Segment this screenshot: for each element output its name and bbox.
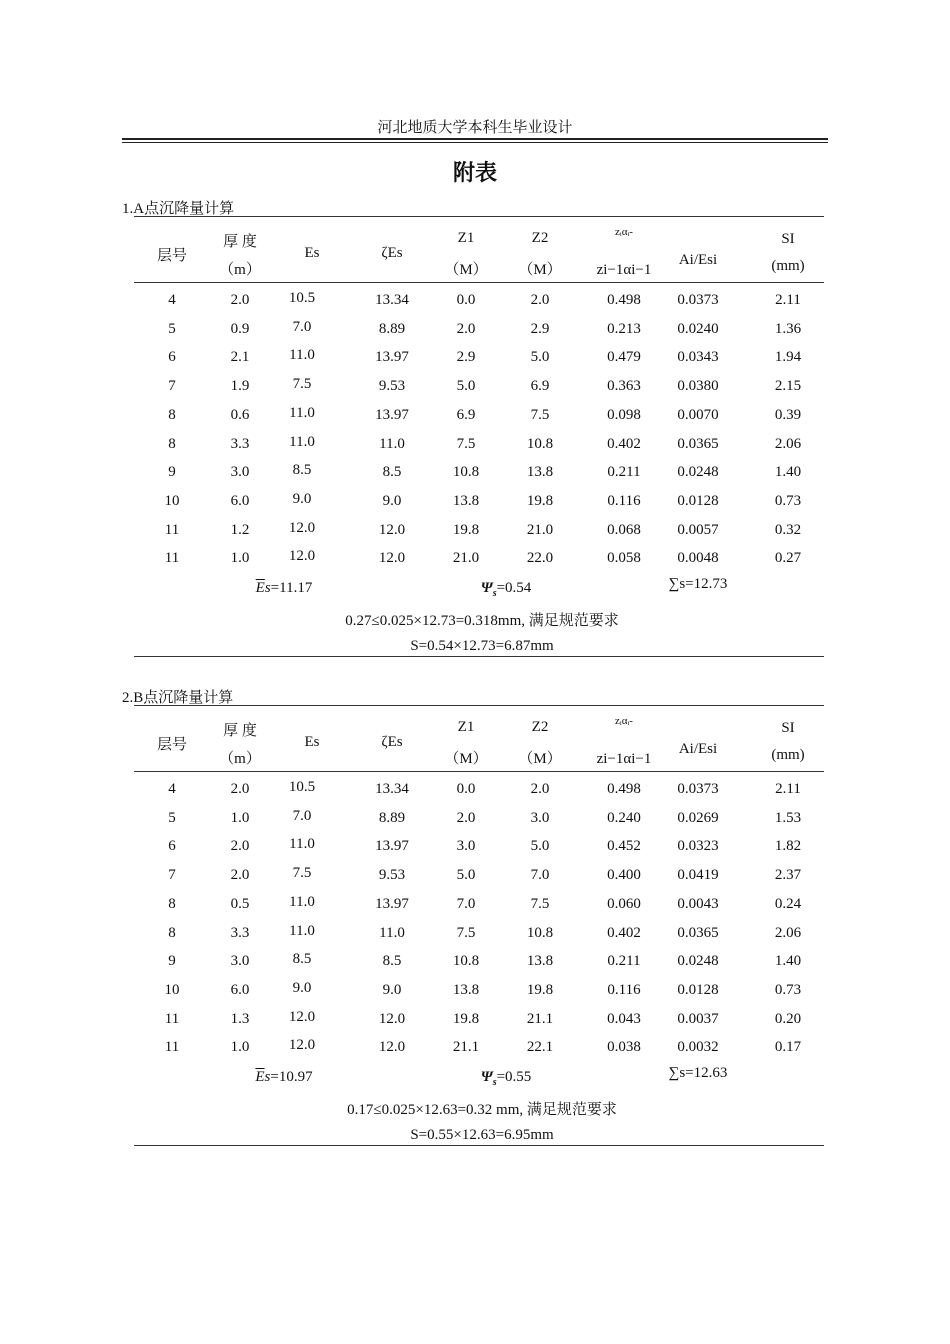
- table-cell: 4: [168, 292, 176, 308]
- table-cell: 2.11: [775, 781, 801, 797]
- table-top-rule: [134, 216, 824, 217]
- table-bottom-rule: [134, 656, 824, 657]
- table-cell: 0.73: [774, 982, 802, 998]
- table-cell: 0.116: [607, 493, 641, 509]
- table-cell: 22.1: [526, 1039, 554, 1055]
- table-cell: 7.0: [456, 896, 476, 912]
- sum-settlement: ∑s=12.73: [668, 576, 728, 592]
- table-cell: 1.9: [230, 378, 250, 394]
- psi-s: $\Psi_s=0.54$: [480, 580, 532, 599]
- table-cell: 2.0: [456, 810, 476, 826]
- table-cell: 2.0: [230, 292, 250, 308]
- col-header-z1: Z1: [457, 719, 475, 735]
- table-cell: 0.0365: [677, 436, 719, 452]
- table-cell: 13.8: [526, 953, 554, 969]
- table-cell: 7.5: [292, 376, 312, 392]
- col-header-z1-unit: （M）: [444, 751, 488, 767]
- table-cell: 8.5: [382, 464, 402, 480]
- table-cell: 0.0373: [677, 781, 719, 797]
- col-header-layer: 层号: [156, 737, 188, 753]
- table-cell: 13.97: [375, 349, 409, 365]
- col-header-thickness: 厚 度: [223, 234, 257, 250]
- table-cell: 0.0128: [677, 982, 719, 998]
- es-average: $\overline{E}s=10.97$: [255, 1069, 313, 1085]
- table-cell: 0.0240: [677, 321, 719, 337]
- col-header-ai-esi: Ai/Esi: [678, 741, 718, 757]
- table-cell: 11: [164, 522, 180, 538]
- col-header-z1: Z1: [457, 230, 475, 246]
- table-cell: 0.211: [607, 464, 641, 480]
- table-cell: 8.5: [382, 953, 402, 969]
- col-header-za-top: zᵢαᵢ-: [615, 226, 633, 238]
- table-cell: 13.97: [375, 838, 409, 854]
- table-cell: 11.0: [289, 923, 315, 939]
- table-cell: 13.97: [375, 407, 409, 423]
- table-cell: 10.8: [526, 436, 554, 452]
- table-cell: 11: [164, 1039, 180, 1055]
- col-header-ai-esi: Ai/Esi: [678, 252, 718, 268]
- table-cell: 13.97: [375, 896, 409, 912]
- section-a-label: 1.A点沉降量计算: [122, 201, 235, 217]
- table-cell: 1.0: [230, 1039, 250, 1055]
- table-cell: 6.9: [530, 378, 550, 394]
- table-cell: 9.0: [292, 980, 312, 996]
- table-cell: 6.0: [230, 982, 250, 998]
- table-cell: 0.058: [607, 550, 641, 566]
- col-header-es: Es: [304, 734, 320, 750]
- table-cell: 0.0048: [677, 550, 719, 566]
- table-cell: 0.32: [774, 522, 802, 538]
- table-cell: 4: [168, 781, 176, 797]
- table-cell: 19.8: [526, 493, 554, 509]
- table-cell: 2.11: [775, 292, 801, 308]
- table-cell: 8: [168, 896, 176, 912]
- table-cell: 21.0: [526, 522, 554, 538]
- table-cell: 0.5: [230, 896, 250, 912]
- table-bottom-rule: [134, 1145, 824, 1146]
- table-cell: 2.0: [230, 867, 250, 883]
- table-cell: 6: [168, 838, 176, 854]
- table-cell: 10: [164, 982, 180, 998]
- table-cell: 13.8: [526, 464, 554, 480]
- table-cell: 13.8: [452, 493, 480, 509]
- es-average: $\overline{E}s=11.17$: [255, 580, 313, 596]
- table-cell: 21.0: [452, 550, 480, 566]
- table-cell: 12.0: [378, 550, 406, 566]
- table-cell: 8.89: [378, 321, 406, 337]
- table-cell: 0.0043: [677, 896, 719, 912]
- table-cell: 0.038: [607, 1039, 641, 1055]
- psi-s-value: =0.55: [496, 1069, 532, 1085]
- table-cell: 0.0248: [677, 464, 719, 480]
- col-header-si: SI: [781, 720, 795, 736]
- table-cell: 19.8: [452, 1011, 480, 1027]
- table-cell: 0.0070: [677, 407, 719, 423]
- table-cell: 0.498: [607, 292, 641, 308]
- page-title: 附表: [452, 160, 497, 185]
- table-cell: 6: [168, 349, 176, 365]
- table-cell: 11.0: [289, 405, 315, 421]
- sum-settlement: ∑s=12.63: [668, 1065, 728, 1081]
- table-cell: 2.0: [230, 838, 250, 854]
- table-cell: 8: [168, 407, 176, 423]
- table-cell: 3.3: [230, 925, 250, 941]
- table-cell: 19.8: [452, 522, 480, 538]
- table-cell: 12.0: [288, 548, 316, 564]
- table-cell: 8.5: [292, 462, 312, 478]
- table-cell: 7.5: [530, 896, 550, 912]
- table-cell: 12.0: [378, 522, 406, 538]
- table-cell: 0.068: [607, 522, 641, 538]
- table-cell: 9: [168, 953, 176, 969]
- final-settlement: S=0.54×12.73=6.87mm: [410, 638, 554, 654]
- table-cell: 3.0: [530, 810, 550, 826]
- table-cell: 0.060: [607, 896, 641, 912]
- table-cell: 13.34: [375, 292, 409, 308]
- table-cell: 5: [168, 810, 176, 826]
- page-header: 河北地质大学本科生毕业设计: [377, 120, 573, 136]
- table-cell: 5: [168, 321, 176, 337]
- table-cell: 0.0037: [677, 1011, 719, 1027]
- table-cell: 3.3: [230, 436, 250, 452]
- table-cell: 9.0: [292, 491, 312, 507]
- table-cell: 0.9: [230, 321, 250, 337]
- table-cell: 0.17: [774, 1039, 802, 1055]
- table-cell: 1.36: [774, 321, 802, 337]
- table-cell: 0.240: [607, 810, 641, 826]
- table-cell: 1.82: [774, 838, 802, 854]
- table-cell: 21.1: [526, 1011, 554, 1027]
- table-cell: 11.0: [289, 347, 315, 363]
- table-cell: 0.0032: [677, 1039, 719, 1055]
- table-cell: 2.15: [774, 378, 802, 394]
- table-top-rule: [134, 705, 824, 706]
- table-cell: 8: [168, 436, 176, 452]
- table-cell: 0.0365: [677, 925, 719, 941]
- table-cell: 21.1: [452, 1039, 480, 1055]
- table-cell: 6.0: [230, 493, 250, 509]
- col-header-z2: Z2: [531, 230, 549, 246]
- table-cell: 7.5: [292, 865, 312, 881]
- col-header-si-unit: (mm): [771, 747, 805, 763]
- table-cell: 0.0343: [677, 349, 719, 365]
- table-cell: 0.0419: [677, 867, 719, 883]
- table-cell: 2.06: [774, 436, 802, 452]
- table-cell: 0.27: [774, 550, 802, 566]
- table-cell: 7.5: [456, 436, 476, 452]
- table-cell: 0.098: [607, 407, 641, 423]
- col-header-za-bottom: zi−1αi−1: [596, 262, 652, 278]
- table-cell: 9.0: [382, 982, 402, 998]
- col-header-thickness-unit: （m）: [219, 751, 261, 767]
- table-cell: 12.0: [288, 1009, 316, 1025]
- table-cell: 6.9: [456, 407, 476, 423]
- table-header-rule: [134, 282, 824, 283]
- table-cell: 3.0: [456, 838, 476, 854]
- table-cell: 9.53: [378, 867, 406, 883]
- table-cell: 0.6: [230, 407, 250, 423]
- table-cell: 2.06: [774, 925, 802, 941]
- table-cell: 11.0: [289, 434, 315, 450]
- table-cell: 0.363: [607, 378, 641, 394]
- header-rule-thin: [122, 142, 828, 143]
- col-header-thickness-unit: （m）: [219, 262, 261, 278]
- table-cell: 7: [168, 867, 176, 883]
- table-cell: 0.400: [607, 867, 641, 883]
- table-cell: 0.402: [607, 436, 641, 452]
- table-cell: 11: [164, 550, 180, 566]
- table-cell: 0.20: [774, 1011, 802, 1027]
- table-cell: 0.0269: [677, 810, 719, 826]
- table-cell: 2.0: [530, 292, 550, 308]
- table-cell: 0.0380: [677, 378, 719, 394]
- col-header-za-bottom: zi−1αi−1: [596, 751, 652, 767]
- col-header-layer: 层号: [156, 248, 188, 264]
- table-cell: 13.8: [452, 982, 480, 998]
- table-cell: 8: [168, 925, 176, 941]
- table-cell: 12.0: [288, 1037, 316, 1053]
- table-cell: 3.0: [230, 464, 250, 480]
- table-cell: 0.402: [607, 925, 641, 941]
- table-cell: 10.8: [452, 953, 480, 969]
- table-cell: 7.5: [456, 925, 476, 941]
- col-header-zeta-es: ζEs: [381, 245, 403, 261]
- table-cell: 2.37: [774, 867, 802, 883]
- table-cell: 10.8: [452, 464, 480, 480]
- col-header-es: Es: [304, 245, 320, 261]
- table-cell: 10.8: [526, 925, 554, 941]
- table-cell: 0.0373: [677, 292, 719, 308]
- table-cell: 11.0: [379, 436, 405, 452]
- table-cell: 8.89: [378, 810, 406, 826]
- table-cell: 1.40: [774, 464, 802, 480]
- col-header-z2-unit: （M）: [518, 751, 562, 767]
- table-cell: 0.0: [456, 292, 476, 308]
- table-header-rule: [134, 771, 824, 772]
- check-statement: 0.17≤0.025×12.63=0.32 mm, 满足规范要求: [347, 1102, 617, 1118]
- table-cell: 7: [168, 378, 176, 394]
- table-cell: 10: [164, 493, 180, 509]
- table-cell: 10.5: [288, 779, 316, 795]
- check-statement: 0.27≤0.025×12.73=0.318mm, 满足规范要求: [345, 613, 619, 629]
- psi-s: $\Psi_s=0.55$: [480, 1069, 532, 1088]
- table-cell: 7.0: [292, 808, 312, 824]
- table-cell: 11.0: [289, 894, 315, 910]
- table-cell: 11.0: [379, 925, 405, 941]
- table-cell: 0.73: [774, 493, 802, 509]
- table-cell: 1.40: [774, 953, 802, 969]
- col-header-za-top: zᵢαᵢ-: [615, 715, 633, 727]
- table-cell: 0.452: [607, 838, 641, 854]
- table-cell: 8.5: [292, 951, 312, 967]
- table-cell: 9.53: [378, 378, 406, 394]
- table-cell: 0.0323: [677, 838, 719, 854]
- table-cell: 3.0: [230, 953, 250, 969]
- table-cell: 0.0128: [677, 493, 719, 509]
- header-rule-thick: [122, 138, 828, 140]
- col-header-z2: Z2: [531, 719, 549, 735]
- es-average-value: =10.97: [270, 1069, 313, 1085]
- table-cell: 19.8: [526, 982, 554, 998]
- table-cell: 1.53: [774, 810, 802, 826]
- table-cell: 1.94: [774, 349, 802, 365]
- table-cell: 0.116: [607, 982, 641, 998]
- table-cell: 0.211: [607, 953, 641, 969]
- table-cell: 12.0: [288, 520, 316, 536]
- table-cell: 2.0: [456, 321, 476, 337]
- table-cell: 10.5: [288, 290, 316, 306]
- col-header-z1-unit: （M）: [444, 262, 488, 278]
- table-cell: 5.0: [456, 378, 476, 394]
- table-cell: 2.0: [530, 781, 550, 797]
- table-cell: 0.0248: [677, 953, 719, 969]
- es-average-value: =11.17: [270, 580, 313, 596]
- table-cell: 13.34: [375, 781, 409, 797]
- table-cell: 0.0: [456, 781, 476, 797]
- table-cell: 9: [168, 464, 176, 480]
- table-cell: 5.0: [530, 349, 550, 365]
- table-cell: 11.0: [289, 836, 315, 852]
- table-cell: 5.0: [530, 838, 550, 854]
- table-cell: 0.39: [774, 407, 802, 423]
- table-cell: 0.24: [774, 896, 802, 912]
- table-cell: 1.3: [230, 1011, 250, 1027]
- table-cell: 11: [164, 1011, 180, 1027]
- table-cell: 12.0: [378, 1011, 406, 1027]
- table-cell: 2.1: [230, 349, 250, 365]
- col-header-zeta-es: ζEs: [381, 734, 403, 750]
- table-cell: 1.2: [230, 522, 250, 538]
- table-cell: 0.043: [607, 1011, 641, 1027]
- table-cell: 2.9: [530, 321, 550, 337]
- psi-s-value: =0.54: [496, 580, 532, 596]
- table-cell: 0.479: [607, 349, 641, 365]
- table-cell: 0.498: [607, 781, 641, 797]
- col-header-si-unit: (mm): [771, 258, 805, 274]
- col-header-thickness: 厚 度: [223, 723, 257, 739]
- table-cell: 7.0: [292, 319, 312, 335]
- table-cell: 1.0: [230, 810, 250, 826]
- table-cell: 7.5: [530, 407, 550, 423]
- final-settlement: S=0.55×12.63=6.95mm: [410, 1127, 554, 1143]
- section-b-label: 2.B点沉降量计算: [122, 690, 234, 706]
- col-header-z2-unit: （M）: [518, 262, 562, 278]
- table-cell: 0.213: [607, 321, 641, 337]
- table-cell: 12.0: [378, 1039, 406, 1055]
- table-cell: 7.0: [530, 867, 550, 883]
- table-cell: 0.0057: [677, 522, 719, 538]
- col-header-si: SI: [781, 231, 795, 247]
- table-cell: 5.0: [456, 867, 476, 883]
- table-cell: 1.0: [230, 550, 250, 566]
- table-cell: 2.9: [456, 349, 476, 365]
- table-cell: 22.0: [526, 550, 554, 566]
- table-cell: 2.0: [230, 781, 250, 797]
- table-cell: 9.0: [382, 493, 402, 509]
